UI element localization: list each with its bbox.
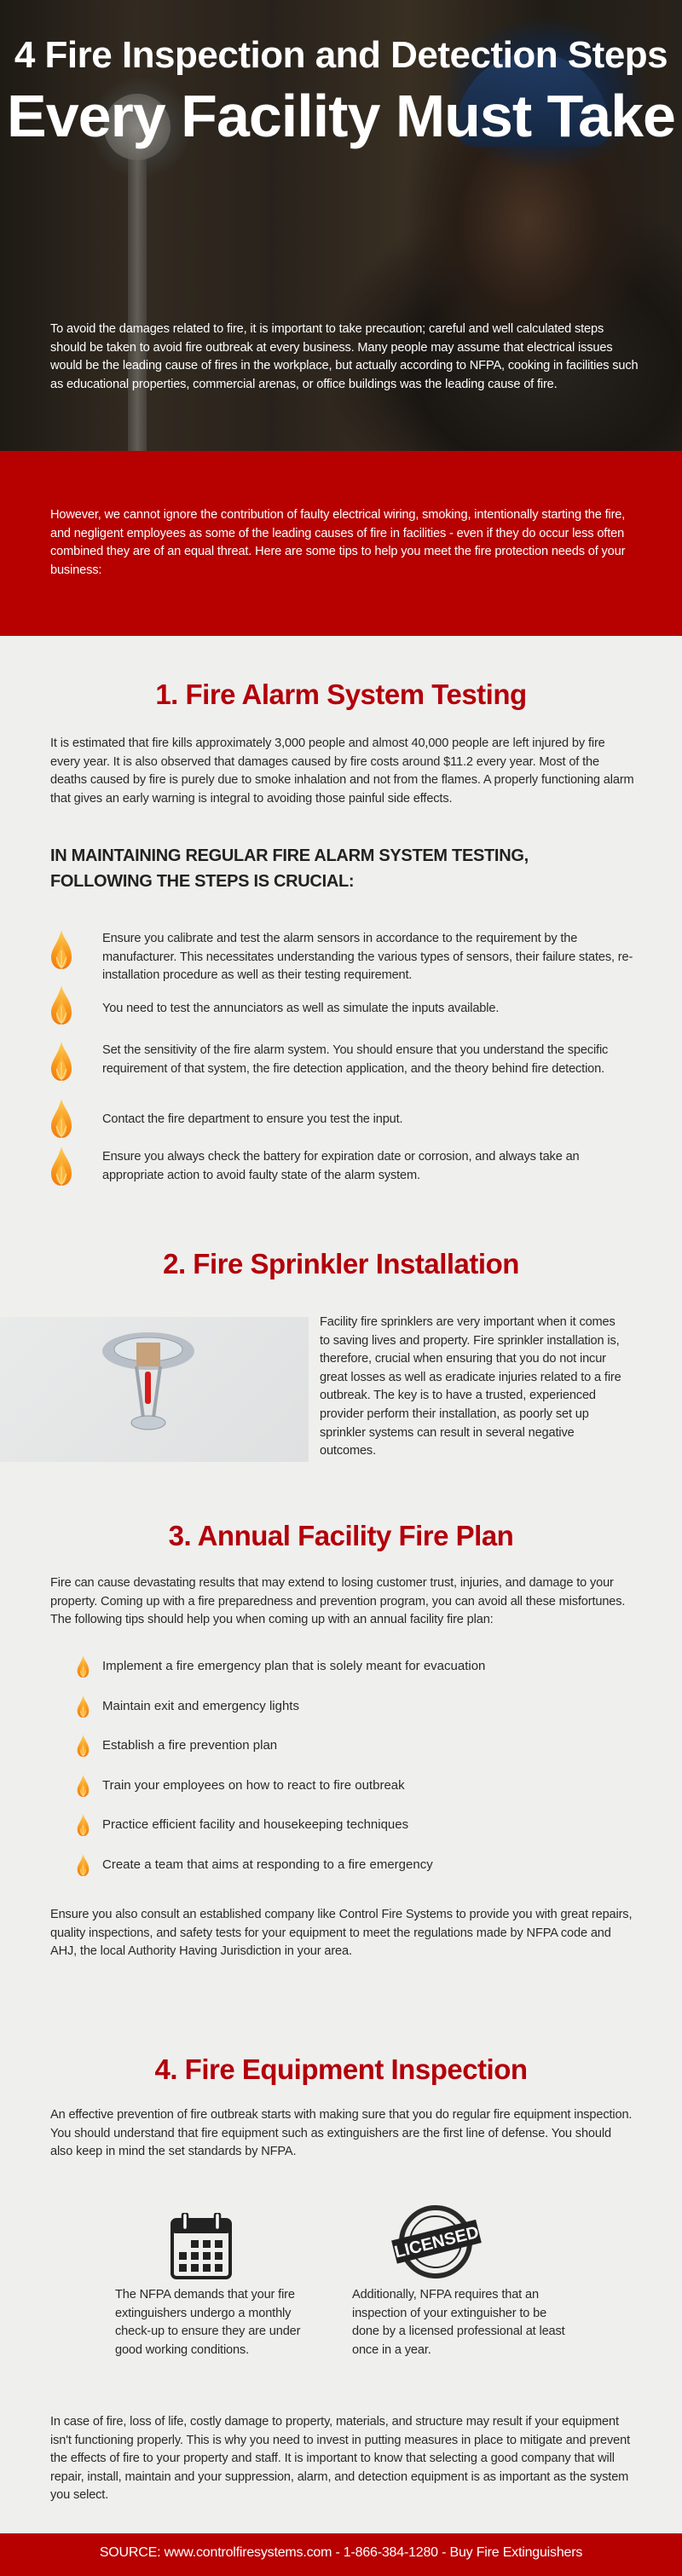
tip-item	[76, 1695, 621, 1718]
tip-text: Practice efficient facility and housekeeping techniques	[102, 1817, 409, 1832]
monthly-inspection-text: The NFPA demands that your fire extinguishers undergo a monthly check-up to ensure they are under good working conditions.	[115, 2288, 301, 2357]
source-footer	[0, 2533, 682, 2576]
section3-paragraph: Fire can cause devastating results that may extend to losing customer trust, injuries, and damage to your property. Coming up with a fire preparedness and prevention program, you can avoid all these misfortunes. The following tips should help you when coming up with an annual facility fire plan:	[50, 1576, 626, 1627]
section4-heading: 4. Fire Equipment Inspection	[154, 2053, 528, 2085]
sprinkler-image	[0, 1317, 309, 1462]
flame-icon	[50, 930, 72, 969]
tip-item	[76, 1854, 621, 1876]
section2-heading: 2. Fire Sprinkler Installation	[163, 1248, 519, 1279]
tip-item	[76, 1735, 621, 1757]
tip-item	[76, 1655, 621, 1678]
tip-item	[76, 1814, 621, 1836]
step-text: Set the sensitivity of the fire alarm system. You should ensure that you understand the specific requirement of that system, the fire detection application, and the theory behind fire detection.	[102, 1043, 609, 1076]
section1-subheading: IN MAINTAINING REGULAR FIRE ALARM SYSTEM TESTING, FOLLOWING THE STEPS IS CRUCIAL:	[50, 846, 529, 891]
section3-closing: Ensure you also consult an established company like Control Fire Systems to provide you with great repairs, quality inspections, and safety tests for your equipment to meet the regulations made by NFPA code and AHJ, the local Authority Having Jurisdiction in your area.	[50, 1908, 633, 1959]
tip-text: Train your employees on how to react to fire outbreak	[102, 1778, 405, 1793]
flame-icon	[50, 1099, 72, 1138]
tip-text: Create a team that aims at responding to a fire emergency	[102, 1857, 433, 1872]
step-text: You need to test the annunciators as well as simulate the inputs available.	[102, 1002, 500, 1015]
step-text: Ensure you calibrate and test the alarm sensors in accordance to the requirement by the manufacturer. This necessitates understanding the various types of sensors, their failure states, re-installation procedure as well as their testing requirement.	[102, 932, 633, 983]
svg-text:LICENSED: LICENSED	[392, 2222, 481, 2262]
tip-text: Implement a fire emergency plan that is solely meant for evacuation	[102, 1659, 486, 1673]
licensed-inspection-text: Additionally, NFPA requires that an inspection of your extinguisher to be done by a licensed professional at least once in a year.	[352, 2288, 565, 2357]
flame-icon	[50, 1146, 72, 1186]
section2-paragraph: Facility fire sprinklers are very important when it comes to saving lives and property. Fire sprinkler installation is, therefore, crucial when ensuring that you do not incur great losses as well as eradicate injuries related to a fire outbreak. The key is to have a trusted, experienced provider perform their installation, as poorly set up sprinkler systems can result in several negative outcomes.	[320, 1315, 621, 1458]
red-band-text: However, we cannot ignore the contribution of faulty electrical wiring, smoking, intentionally starting the fire, and negligent employees as some of the leading causes of fire in facilities - even if they do occur less often combined they are of an equal threat. Here are some tips to help you meet the fire protection needs of your business:	[50, 508, 626, 577]
calendar-icon	[170, 2213, 232, 2279]
licensed-stamp-icon	[391, 2204, 483, 2279]
section4-closing: In case of fire, loss of life, costly damage to property, materials, and structure may result if your equipment isn't functioning properly. This is why you need to invest in putting measures in place to mitigate and prevent the effects of fire to your property and staff. It is important to know that selecting a good company that will repair, install, maintain and your suppression, alarm, and detection equipment is as important as the system you select.	[50, 2415, 630, 2503]
section3-heading: 3. Annual Facility Fire Plan	[168, 1520, 514, 1551]
tip-text: Establish a fire prevention plan	[102, 1738, 278, 1753]
tip-text: Maintain exit and emergency lights	[102, 1699, 299, 1713]
section1-heading: 1. Fire Alarm System Testing	[155, 679, 527, 710]
page-title-line1: 4 Fire Inspection and Detection Steps	[14, 34, 668, 76]
intro-paragraph: To avoid the damages related to fire, it is important to take precaution; careful and well calculated steps should be taken to avoid fire outbreak at every business. Many people may assume that electrical issues would be the leading cause of fires in the workplace, but actually according to NFPA, cooking in facilities such as educational properties, commercial arenas, or office buildings was the leading cause of fire.	[50, 322, 639, 391]
step-text: Ensure you always check the battery for expiration date or corrosion, and always take an appropriate action to avoid faulty state of the alarm system.	[102, 1150, 580, 1182]
source-text: SOURCE: www.controlfiresystems.com - 1-866-384-1280 - Buy Fire Extinguishers	[99, 2545, 583, 2560]
flame-icon	[76, 1775, 90, 1797]
flame-icon	[76, 1814, 90, 1836]
tip-item	[76, 1775, 621, 1797]
hero-banner	[0, 0, 682, 452]
flame-icon	[76, 1854, 90, 1876]
flame-icon	[76, 1695, 90, 1718]
sprinkler-icon	[0, 1317, 309, 1462]
flame-icon	[76, 1735, 90, 1757]
flame-icon	[76, 1655, 90, 1678]
flame-icon	[50, 1042, 72, 1081]
step-text: Contact the fire department to ensure you test the input.	[102, 1112, 403, 1126]
section1-paragraph: It is estimated that fire kills approximately 3,000 people and almost 40,000 people are left injured by fire every year. It is also observed that damages caused by fire costs around $11.2 every year. Most of the deaths caused by fire is purely due to smoke inhalation and not from the flames. A properly functioning alarm that gives an early warning is integral to avoiding those painful side effects.	[50, 736, 634, 806]
page-title-line2: Every Facility Must Take	[7, 83, 675, 149]
flame-icon	[50, 985, 72, 1025]
section4-paragraph: An effective prevention of fire outbreak starts with making sure that you do regular fire equipment inspection. You should understand that fire equipment such as extinguishers are the first line of defense. You should also keep in mind the set standards by NFPA.	[50, 2108, 633, 2159]
